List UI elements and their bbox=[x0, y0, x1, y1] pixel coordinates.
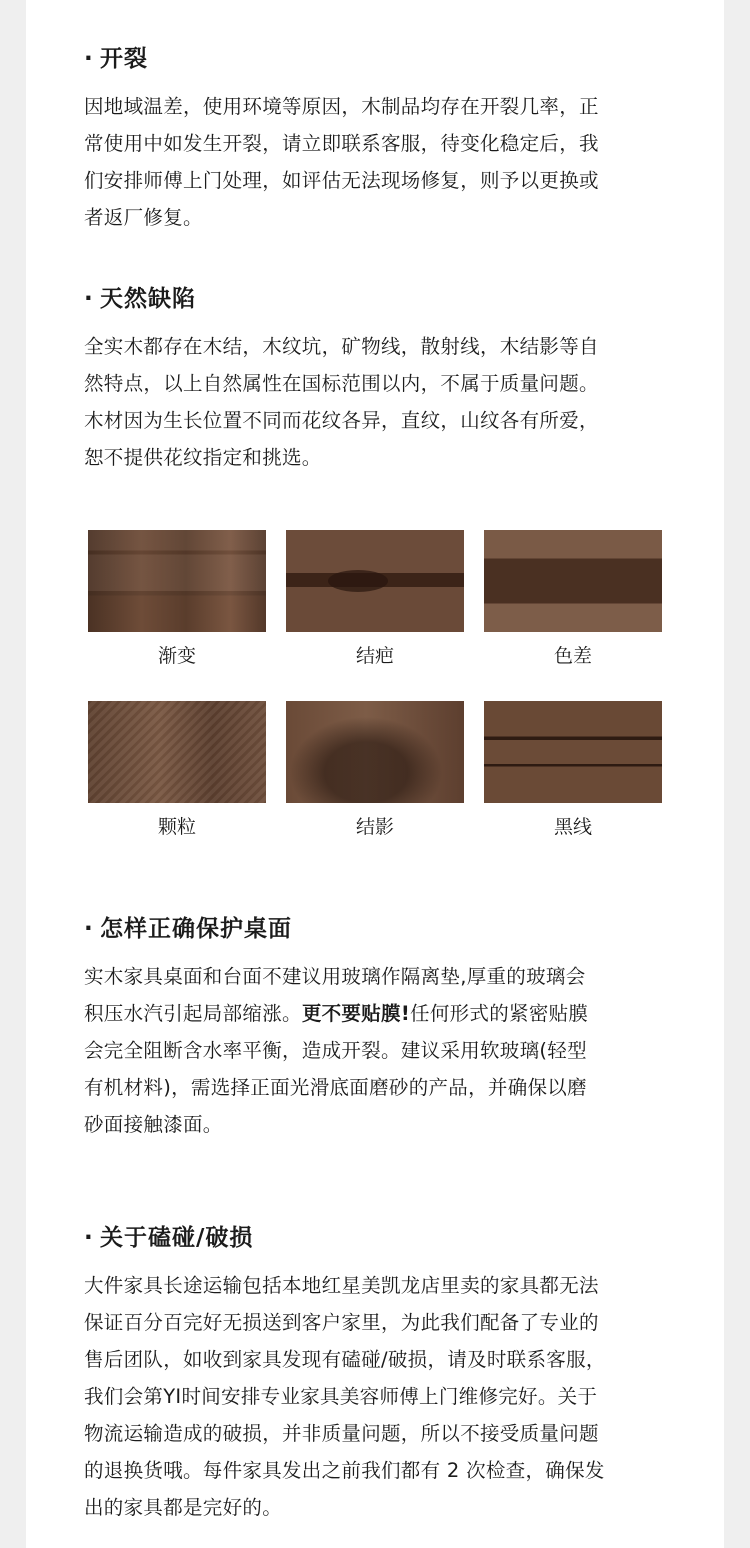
paragraph-line: 者返厂修复。 bbox=[84, 206, 203, 229]
swatch-grain bbox=[88, 701, 266, 840]
heading-text: 关于磕碰/破损 bbox=[100, 1225, 254, 1251]
section-crack bbox=[84, 42, 684, 236]
wood-sample-image bbox=[88, 530, 266, 632]
swatch-caption: 黑线 bbox=[553, 816, 592, 838]
bullet: · bbox=[84, 916, 94, 942]
swatch-caption: 颗粒 bbox=[157, 816, 196, 838]
paragraph-line: 砂面接触漆面。 bbox=[84, 1113, 223, 1136]
paragraph-line: 大件家具长途运输包括本地红星美凯龙店里卖的家具都无法 bbox=[84, 1274, 599, 1297]
heading-text: 天然缺陷 bbox=[100, 286, 196, 312]
section-body bbox=[84, 88, 684, 236]
section-protect bbox=[84, 912, 684, 1143]
paragraph-line: 因地域温差，使用环境等原因，木制品均存在开裂几率，正 bbox=[84, 95, 599, 118]
bullet: · bbox=[84, 46, 94, 72]
swatch-color-difference bbox=[484, 530, 662, 669]
wood-sample-image bbox=[484, 530, 662, 632]
swatch-caption: 结疤 bbox=[355, 645, 394, 667]
swatch-caption: 结影 bbox=[355, 816, 394, 838]
swatch-black-line bbox=[484, 701, 662, 840]
paragraph-line: 会完全阻断含水率平衡，造成开裂。建议采用软玻璃(轻型 bbox=[84, 1039, 587, 1062]
bullet: · bbox=[84, 286, 94, 312]
swatch-caption: 渐变 bbox=[157, 645, 196, 667]
paragraph-line: 保证百分百完好无损送到客户家里，为此我们配备了专业的 bbox=[84, 1311, 599, 1334]
text-run: 任何形式的紧密贴膜 bbox=[410, 1002, 589, 1025]
swatch-knot-shadow bbox=[286, 701, 464, 840]
paragraph-line: 木材因为生长位置不同而花纹各异，直纹，山纹各有所爱， bbox=[84, 409, 599, 432]
paragraph-line: 然特点，以上自然属性在国标范围以内，不属于质量问题。 bbox=[84, 372, 599, 395]
section-defects bbox=[84, 282, 684, 476]
section-heading bbox=[84, 912, 684, 946]
wood-sample-image bbox=[286, 530, 464, 632]
section-heading bbox=[84, 1221, 684, 1255]
wood-swatch-grid bbox=[88, 530, 664, 850]
section-body bbox=[84, 328, 684, 476]
swatch-gradient bbox=[88, 530, 266, 669]
paragraph-line: 恕不提供花纹指定和挑选。 bbox=[84, 446, 322, 469]
paragraph-line: 我们会第YI时间安排专业家具美容师傅上门维修完好。关于 bbox=[84, 1385, 598, 1408]
paragraph-line: 的退换货哦。每件家具发出之前我们都有 2 次检查，确保发 bbox=[84, 1459, 605, 1482]
page-panel bbox=[26, 0, 724, 1548]
paragraph-line: 全实木都存在木结，木纹坑，矿物线，散射线，木结影等自 bbox=[84, 335, 599, 358]
section-damage bbox=[84, 1221, 684, 1526]
heading-text: 怎样正确保护桌面 bbox=[100, 916, 292, 942]
heading-text: 开裂 bbox=[100, 46, 148, 72]
wood-sample-image bbox=[286, 701, 464, 803]
text-run: 积压水汽引起局部缩涨。 bbox=[84, 1002, 302, 1025]
paragraph-line: 有机材料)，需选择正面光滑底面磨砂的产品，并确保以磨 bbox=[84, 1076, 587, 1099]
section-body bbox=[84, 1267, 684, 1526]
paragraph-line: 实木家具桌面和台面不建议用玻璃作隔离垫,厚重的玻璃会 bbox=[84, 965, 586, 988]
paragraph-line: 们安排师傅上门处理，如评估无法现场修复，则予以更换或 bbox=[84, 169, 599, 192]
swatch-caption: 色差 bbox=[553, 645, 592, 667]
wood-sample-image bbox=[88, 701, 266, 803]
section-heading bbox=[84, 42, 684, 76]
paragraph-line: 物流运输造成的破损，并非质量问题，所以不接受质量问题 bbox=[84, 1422, 599, 1445]
section-body bbox=[84, 958, 684, 1143]
paragraph-line: 售后团队，如收到家具发现有磕碰/破损，请及时联系客服， bbox=[84, 1348, 606, 1371]
wood-sample-image bbox=[484, 701, 662, 803]
emphasis-text: 更不要贴膜! bbox=[301, 1002, 411, 1025]
section-heading bbox=[84, 282, 684, 316]
swatch-knot bbox=[286, 530, 464, 669]
paragraph-line bbox=[84, 995, 684, 1032]
paragraph-line: 常使用中如发生开裂，请立即联系客服，待变化稳定后，我 bbox=[84, 132, 599, 155]
bullet: · bbox=[84, 1225, 94, 1251]
paragraph-line: 出的家具都是完好的。 bbox=[84, 1496, 283, 1519]
